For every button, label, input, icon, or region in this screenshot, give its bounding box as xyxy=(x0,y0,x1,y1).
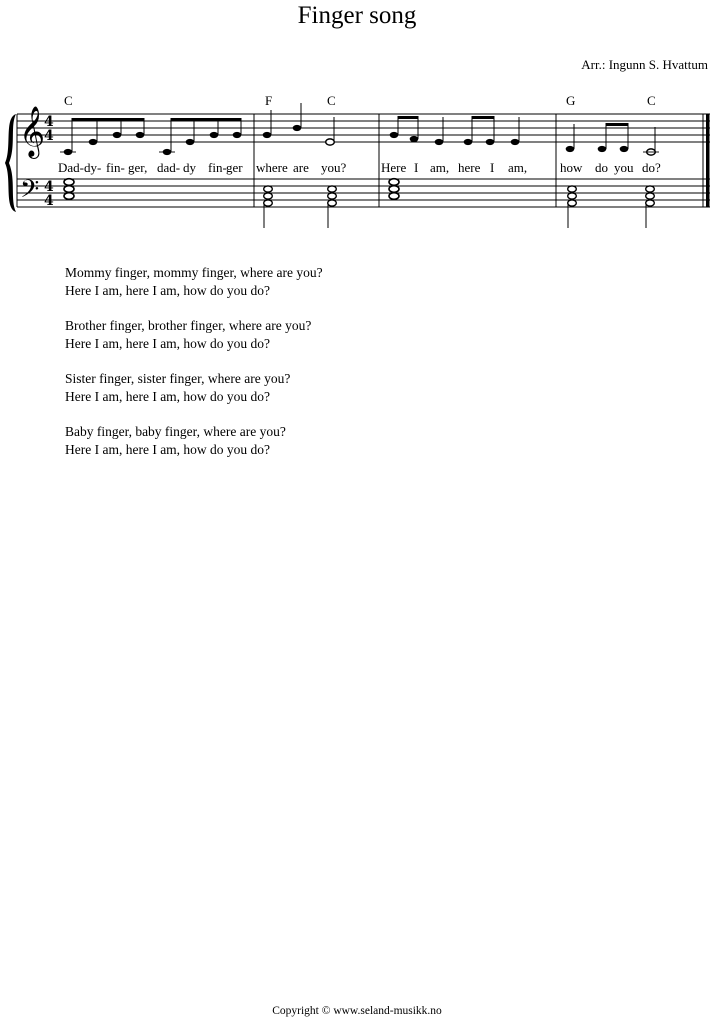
note-g xyxy=(210,132,219,138)
verse xyxy=(65,423,323,458)
lyric-syllable: am, xyxy=(430,160,450,175)
lyric-syllable: you xyxy=(614,160,634,175)
note-d xyxy=(598,146,607,152)
note-e xyxy=(511,139,520,145)
system-brace xyxy=(5,114,16,212)
lyric-syllable: fin- xyxy=(106,160,125,175)
lyric-syllable: ger, xyxy=(128,160,148,175)
treble-clef-icon: 𝄞 xyxy=(19,106,46,157)
treble-notes xyxy=(60,125,659,155)
lyric-syllable: Here xyxy=(381,160,407,175)
lyric-syllable: I xyxy=(414,160,419,175)
note-g-half xyxy=(326,139,335,145)
bass-staff xyxy=(17,179,710,207)
verse-line: Here I am, here I am, how do you do? xyxy=(65,335,271,351)
music-score xyxy=(0,0,714,240)
verse-line: Brother finger, brother finger, where are you? xyxy=(65,318,312,333)
note-e xyxy=(486,139,495,145)
verse-line: Baby finger, baby finger, where are you? xyxy=(65,424,286,439)
lyric-syllable: Dad- xyxy=(58,160,84,175)
page-title: Finger song xyxy=(297,2,417,29)
lyric-syllable: ger xyxy=(226,160,243,175)
additional-verses xyxy=(65,264,323,476)
lyric-syllable: dy- xyxy=(84,160,102,175)
note-c xyxy=(293,125,302,131)
lyric-syllable: here xyxy=(458,160,481,175)
lyric-syllable: dad- xyxy=(157,160,181,175)
verse-line: Here I am, here I am, how do you do? xyxy=(65,441,271,457)
bass-clef-icon: 𝄢 xyxy=(20,175,40,210)
arranger-credit: Arr.: Ingunn S. Hvattum xyxy=(581,57,708,72)
verse-line: Here I am, here I am, how do you do? xyxy=(65,282,271,298)
chord-symbol: F xyxy=(265,93,273,108)
lyric-syllable: are xyxy=(293,160,309,175)
verse-line: Mommy finger, mommy finger, where are you? xyxy=(65,265,323,280)
treble-time-bottom: 4 xyxy=(44,128,54,144)
verse-line: Here I am, here I am, how do you do? xyxy=(65,388,271,404)
final-barline xyxy=(706,114,710,207)
verse-line: Sister finger, sister finger, where are you? xyxy=(65,371,291,386)
copyright-footer: Copyright © www.seland-musikk.no xyxy=(272,1005,442,1017)
lyric-syllable: where xyxy=(256,160,288,175)
chord-symbol: G xyxy=(566,93,576,108)
note-e xyxy=(620,146,629,152)
note-f xyxy=(464,139,473,145)
chord-symbol: C xyxy=(64,93,73,108)
note-g xyxy=(113,132,122,138)
lyric-syllable: you? xyxy=(321,160,347,175)
lyric-syllable: am, xyxy=(508,160,528,175)
lyric-syllable: fin- xyxy=(208,160,227,175)
note-g xyxy=(233,132,242,138)
verse xyxy=(65,370,323,405)
note-e xyxy=(89,139,98,145)
bass-time-bottom: 4 xyxy=(44,193,54,209)
treble-time-top: 4 xyxy=(44,114,54,130)
treble-stems xyxy=(72,103,655,152)
verse xyxy=(65,264,323,299)
lyric-syllable: do? xyxy=(642,160,661,175)
verse xyxy=(65,317,323,352)
lyric-syllable: how xyxy=(560,160,583,175)
chord-symbol: C xyxy=(327,93,336,108)
lyric-syllable: I xyxy=(490,160,495,175)
note-e xyxy=(186,139,195,145)
note-g xyxy=(390,132,399,138)
note-f xyxy=(410,136,419,142)
chord-symbol: C xyxy=(647,93,656,108)
lyric-syllable: do xyxy=(595,160,608,175)
lyric-syllable: dy xyxy=(183,160,196,175)
note-g xyxy=(136,132,145,138)
note-f xyxy=(435,139,444,145)
bass-time-top: 4 xyxy=(44,179,54,195)
note-a xyxy=(263,132,272,138)
note-d xyxy=(566,146,575,152)
